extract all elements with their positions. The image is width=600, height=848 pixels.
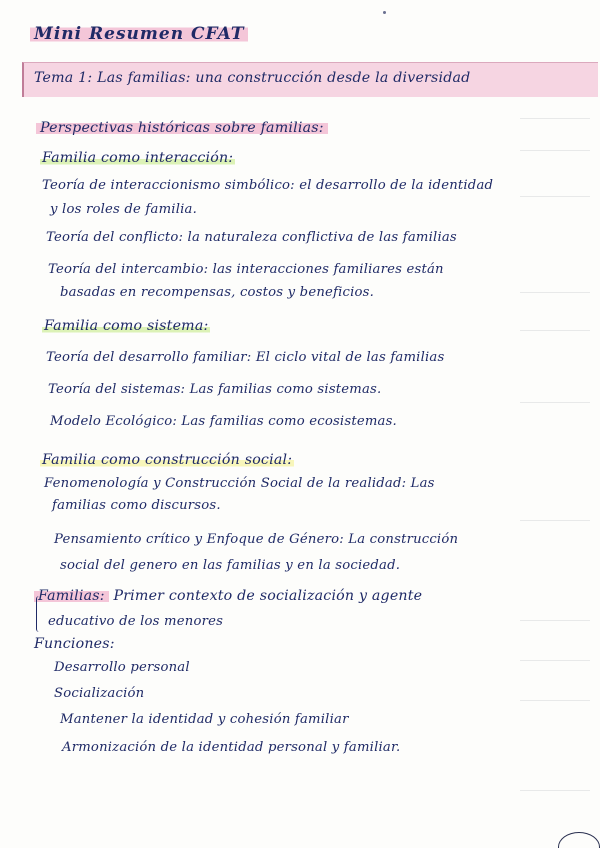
interaccion-item: y los roles de familia. bbox=[50, 202, 197, 217]
interaccion-item: basadas en recompensas, costos y beneficios. bbox=[60, 285, 375, 300]
social-item: Pensamiento crítico y Enfoque de Género: La construcción bbox=[54, 532, 459, 547]
bleed-through-mark bbox=[520, 402, 590, 409]
bleed-through-mark bbox=[520, 196, 590, 203]
interaccion-heading bbox=[40, 150, 235, 166]
familias-bracket bbox=[36, 596, 41, 632]
familias-label: Familias: bbox=[34, 588, 109, 604]
familias-line bbox=[34, 588, 422, 604]
funciones-item: Mantener la identidad y cohesión familiar bbox=[60, 712, 349, 727]
bleed-through-mark bbox=[520, 330, 590, 337]
bleed-through-mark bbox=[520, 520, 590, 527]
bleed-through-mark bbox=[520, 292, 590, 299]
sistema-item: Modelo Ecológico: Las familias como ecosistemas. bbox=[50, 414, 397, 429]
social-item: familias como discursos. bbox=[52, 498, 221, 513]
bleed-through-mark bbox=[520, 700, 590, 707]
page-title-text: Mini Resumen CFAT bbox=[30, 24, 248, 44]
ink-dot bbox=[383, 11, 386, 14]
sistema-heading-text: Familia como sistema: bbox=[44, 318, 209, 334]
bleed-through-mark bbox=[520, 660, 590, 667]
sistema-heading bbox=[42, 318, 210, 334]
perspectivas-heading bbox=[36, 120, 328, 136]
sistema-item: Teoría del desarrollo familiar: El ciclo vital de las familias bbox=[46, 350, 445, 365]
social-heading-text: Familia como construcción social: bbox=[42, 452, 293, 468]
bleed-through-mark bbox=[520, 620, 590, 627]
bleed-through-mark bbox=[520, 790, 590, 797]
familias-text: Primer contexto de socialización y agente bbox=[113, 588, 423, 604]
interaccion-item: Teoría del conflicto: la naturaleza conflictiva de las familias bbox=[46, 230, 457, 245]
funciones-item: Armonización de la identidad personal y familiar. bbox=[62, 740, 401, 755]
funciones-item: Desarrollo personal bbox=[54, 660, 190, 675]
familias-line-2: educativo de los menores bbox=[48, 614, 224, 629]
bleed-through-mark bbox=[520, 150, 590, 157]
social-heading bbox=[40, 452, 294, 468]
funciones-item: Socialización bbox=[54, 686, 145, 701]
corner-scribble bbox=[558, 832, 600, 848]
page-title bbox=[30, 24, 248, 44]
bleed-through-mark bbox=[520, 118, 590, 125]
funciones-heading: Funciones: bbox=[34, 636, 115, 652]
tema-heading: Tema 1: Las familias: una construcción desde la diversidad bbox=[34, 70, 471, 86]
social-item: social del genero en las familias y en la sociedad. bbox=[60, 558, 401, 573]
interaccion-heading-text: Familia como interacción: bbox=[42, 150, 234, 166]
social-item: Fenomenología y Construcción Social de la realidad: Las bbox=[44, 476, 435, 491]
sistema-item: Teoría del sistemas: Las familias como sistemas. bbox=[48, 382, 382, 397]
interaccion-item: Teoría del intercambio: las interacciones familiares están bbox=[48, 262, 444, 277]
perspectivas-heading-text: Perspectivas históricas sobre familias: bbox=[36, 120, 328, 136]
interaccion-item: Teoría de interaccionismo simbólico: el desarrollo de la identidad bbox=[42, 178, 494, 193]
